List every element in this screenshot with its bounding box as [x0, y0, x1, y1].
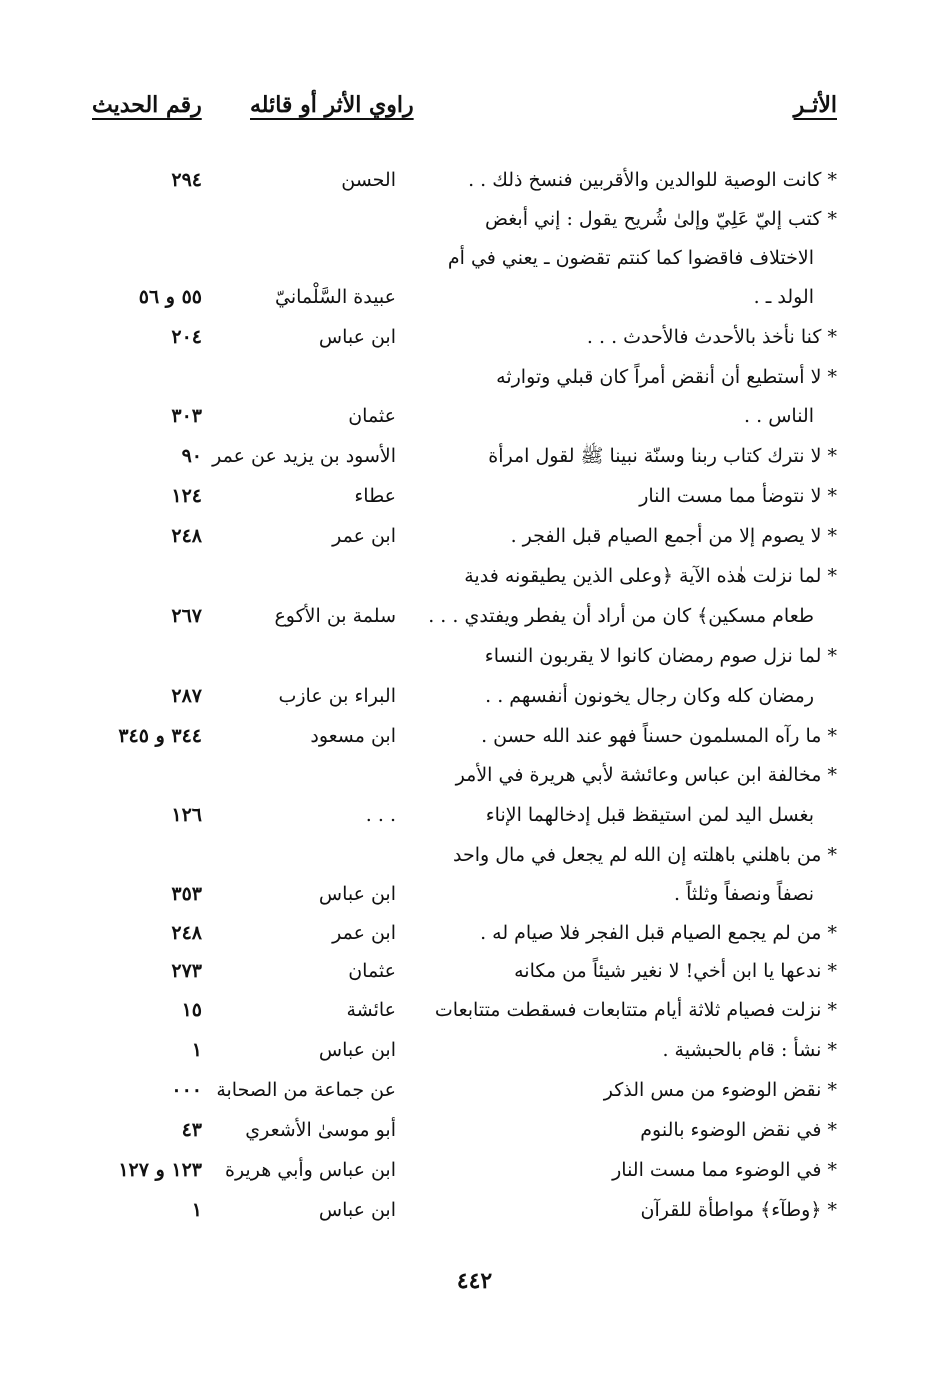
table-row: [0, 516, 949, 556]
table-row: [0, 277, 949, 317]
hadith-number: ٤٣: [181, 1119, 202, 1141]
table-row: [0, 1150, 949, 1190]
table-row: [0, 636, 949, 676]
hadith-number: ٠٠٠: [171, 1079, 202, 1101]
narrator: ابن عباس: [318, 1199, 396, 1221]
hadith-number: ٣٥٣: [171, 883, 202, 905]
athar-text: * في نقض الوضوء بالنوم: [640, 1119, 837, 1141]
table-row: [0, 317, 949, 357]
athar-text: بغسل اليد لمن استيقظ قبل إدخالهما الإناء: [485, 804, 814, 826]
hadith-number: ١٥: [181, 999, 202, 1021]
narrator: ابن عباس: [318, 1039, 396, 1061]
narrator: ابن عمر: [332, 922, 396, 944]
hadith-number: ٢٨٧: [171, 685, 202, 707]
table-row: [0, 556, 949, 596]
narrator: عن جماعة من الصحابة: [216, 1079, 396, 1101]
hadith-number: ١٢٦: [171, 804, 202, 826]
athar-text: * نقض الوضوء من مس الذكر: [603, 1079, 837, 1101]
narrator: الأسود بن يزيد عن عمر: [212, 445, 396, 467]
hadith-number: ٩٠: [181, 445, 202, 467]
table-row: [0, 1070, 949, 1110]
hadith-number: ٢٦٧: [171, 605, 202, 627]
narrator: سلمة بن الأكوع: [274, 605, 396, 627]
table-row: [0, 1030, 949, 1070]
narrator: عطاء: [354, 485, 396, 507]
narrator: ابن عباس: [318, 326, 396, 348]
narrator: عبيدة السَّلْمانيّ: [275, 286, 396, 308]
table-row: [0, 238, 949, 278]
narrator: البراء بن عازب: [278, 685, 396, 707]
athar-text: * نشأ : قام بالحبشية .: [662, 1039, 837, 1061]
narrator: ابن عباس: [318, 883, 396, 905]
athar-text: * ما رآه المسلمون حسناً فهو عند الله حسن .: [481, 725, 837, 747]
athar-text: * نزلت فصيام ثلاثة أيام متتابعات فسقطت متتابعات: [434, 999, 837, 1021]
table-row: [0, 835, 949, 875]
table-row: [0, 436, 949, 476]
table-row: [0, 476, 949, 516]
athar-text: رمضان كله وكان رجال يخونون أنفسهم . .: [485, 685, 814, 707]
narrator: . . .: [365, 804, 396, 826]
athar-text: * لا أستطيع أن أنقض أمراً كان قبلي وتوارثه: [496, 366, 837, 388]
hadith-number: ١: [191, 1199, 202, 1221]
athar-text: * في الوضوء مما مست النار: [612, 1159, 837, 1181]
table-row: [0, 676, 949, 716]
header-narrator: راوي الأثر أو قائله: [250, 92, 414, 118]
table-row: [0, 357, 949, 397]
table-row: [0, 913, 949, 953]
table-row: [0, 716, 949, 756]
table-row: [0, 199, 949, 239]
athar-text: الاختلاف فاقضوا كما كنتم تقضون ـ يعني في أم: [447, 247, 814, 269]
athar-text: * كنا نأخذ بالأحدث فالأحدث . . .: [586, 326, 837, 348]
narrator: ابن عمر: [332, 525, 396, 547]
narrator: عثمان: [348, 405, 396, 427]
athar-text: * لما نزل صوم رمضان كانوا لا يقربون النساء: [484, 645, 837, 667]
page-number: ٤٤٢: [456, 1268, 493, 1294]
narrator: ابن مسعود: [310, 725, 396, 747]
hadith-number: ١٢٣ و ١٢٧: [118, 1159, 202, 1181]
hadith-number: ٥٥ و ٥٦: [138, 286, 202, 308]
athar-text: * ندعها يا ابن أخي! لا نغير شيئاً من مكانه: [514, 960, 837, 982]
athar-text: * لا يصوم إلا من أجمع الصيام قبل الفجر .: [510, 525, 837, 547]
table-row: [0, 1110, 949, 1150]
hadith-number: ٣٤٤ و ٣٤٥: [118, 725, 202, 747]
athar-text: * لما نزلت هٰذه الآية ﴿وعلى الذين يطيقونه فدية: [464, 565, 837, 587]
table-row: [0, 160, 949, 200]
hadith-number: ٢٧٣: [171, 960, 202, 982]
athar-text: * لا نتوضأ مما مست النار: [639, 485, 837, 507]
hadith-number: ٢٠٤: [171, 326, 202, 348]
hadith-number: ٢٩٤: [171, 169, 202, 191]
table-row: [0, 596, 949, 636]
hadith-number: ١٢٤: [171, 485, 202, 507]
hadith-number: ١: [191, 1039, 202, 1061]
hadith-number: ٢٤٨: [171, 922, 202, 944]
athar-text: الناس . .: [744, 405, 814, 427]
header-athar: الأثـر: [793, 92, 837, 118]
athar-text: نصفاً ونصفاً وثلثاً .: [674, 883, 814, 905]
table-row: [0, 755, 949, 795]
table-row: [0, 396, 949, 436]
athar-text: الولد ـ .: [753, 286, 814, 308]
athar-text: * مخالفة ابن عباس وعائشة لأبي هريرة في الأمر: [455, 764, 837, 786]
narrator: عثمان: [348, 960, 396, 982]
table-row: [0, 874, 949, 914]
table-row: [0, 1190, 949, 1230]
athar-text: * لا نترك كتاب ربنا وسنّة نبينا ﷺ لقول امرأة: [488, 445, 837, 467]
hadith-number: ٢٤٨: [171, 525, 202, 547]
narrator: عائشة: [346, 999, 396, 1021]
narrator: أبو موسىٰ الأشعري: [245, 1119, 396, 1141]
table-row: [0, 951, 949, 991]
athar-text: * كانت الوصية للوالدين والأقربين فنسخ ذلك . .: [468, 169, 837, 191]
table-row: [0, 990, 949, 1030]
athar-text: * ﴿وطآء﴾ مواطأة للقرآن: [640, 1199, 837, 1221]
header-hadith-number: رقم الحديث: [92, 92, 202, 118]
athar-text: طعام مسكين﴾ كان من أراد أن يفطر ويفتدي . . .: [428, 605, 814, 627]
athar-text: * من لم يجمع الصيام قبل الفجر فلا صيام له .: [480, 922, 837, 944]
table-row: [0, 795, 949, 835]
athar-text: * كتب إليّ عَلِيّ وإلىٰ شُريح يقول : إني أبغض: [484, 208, 837, 230]
narrator: الحسن: [341, 169, 396, 191]
hadith-number: ٣٠٣: [171, 405, 202, 427]
athar-text: * من باهلني باهلته إن الله لم يجعل في مال واحد: [453, 844, 837, 866]
narrator: ابن عباس وأبي هريرة: [224, 1159, 396, 1181]
